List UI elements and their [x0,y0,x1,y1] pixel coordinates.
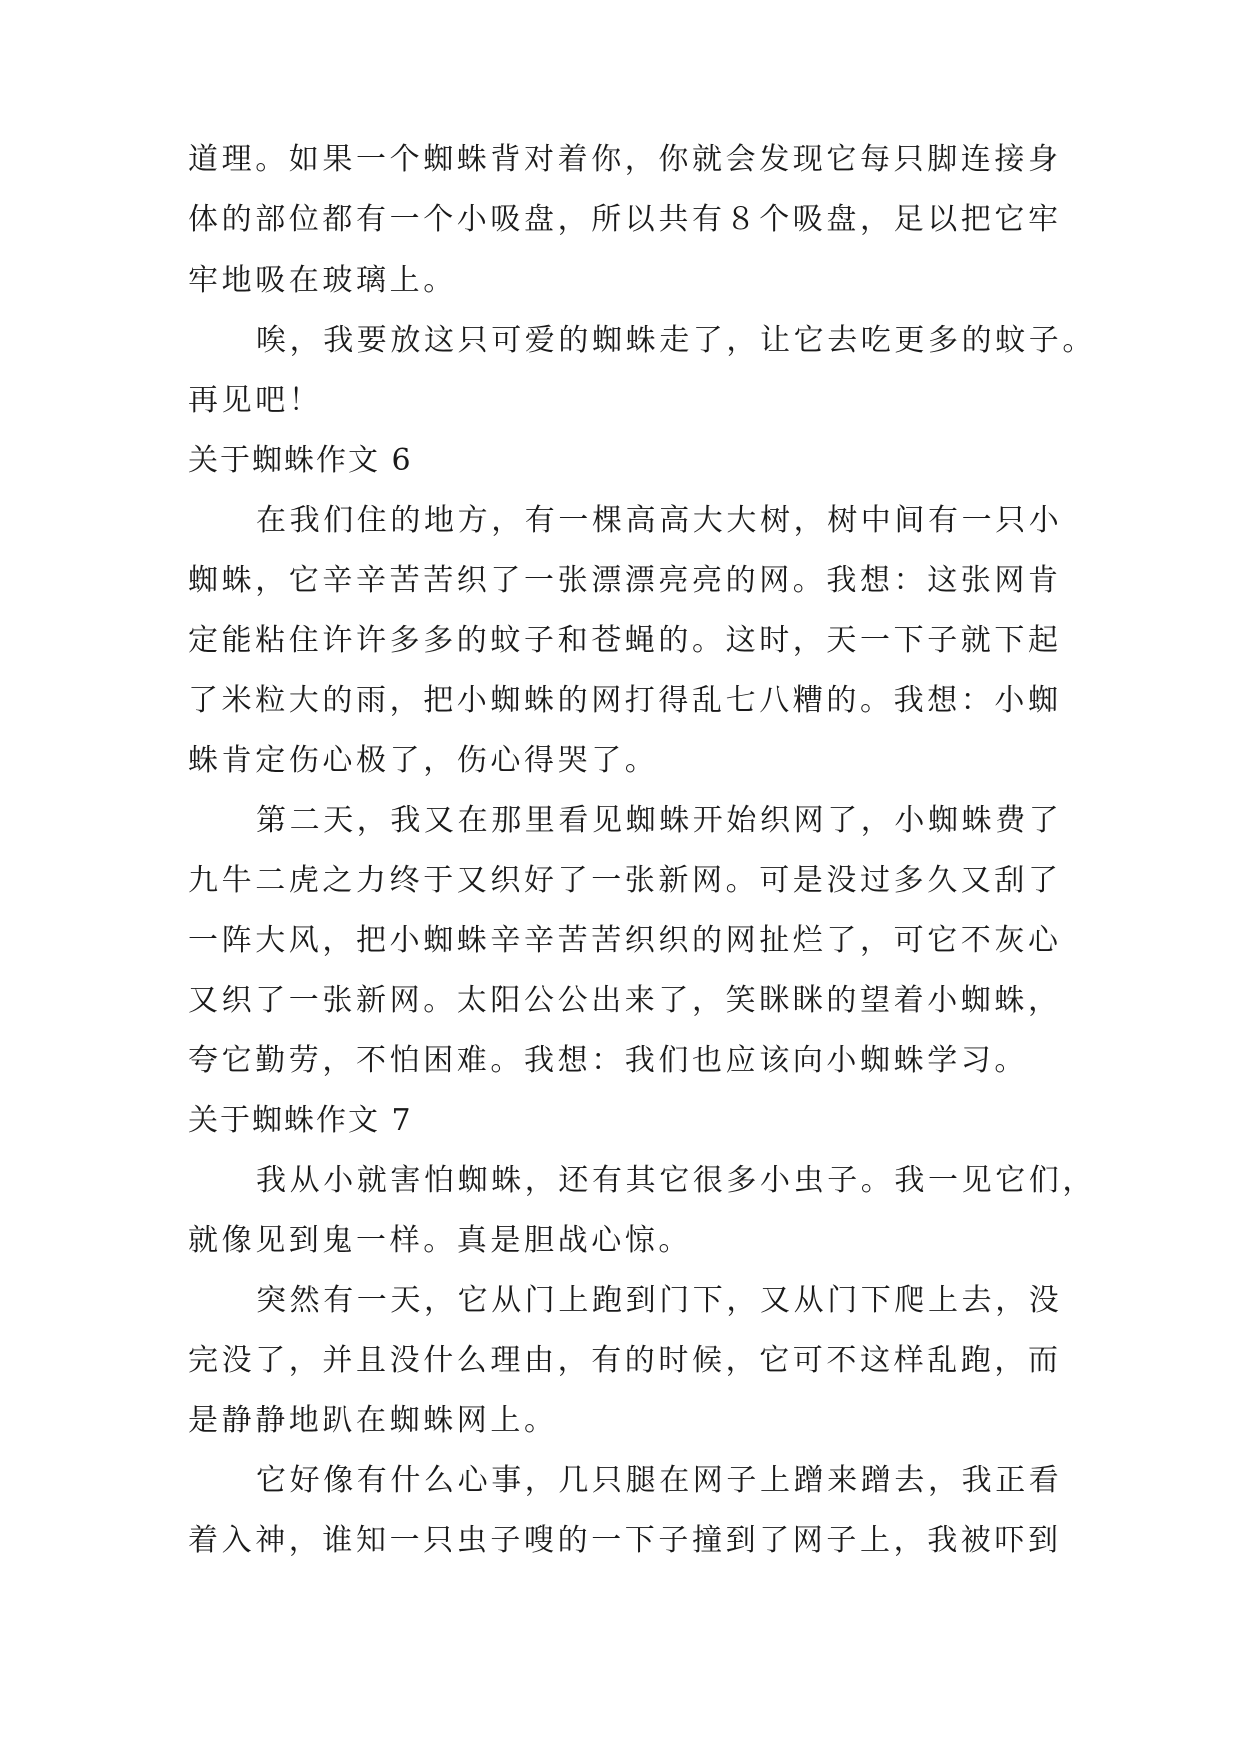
paragraph-line: 牢地吸在玻璃上。 [188,263,457,298]
paragraph-line: 它好像有什么心事，几只腿在网子上蹭来蹭去，我正看 [256,1463,1063,1498]
paragraph-line: 定能粘住许许多多的蚊子和苍蝇的。这时，天一下子就下起 [188,623,1062,658]
paragraph-line: 蛛肯定伤心极了，伤心得哭了。 [188,743,659,778]
paragraph-line: 夸它勤劳，不怕困难。我想：我们也应该向小蜘蛛学习。 [188,1043,1028,1078]
paragraph-line: 突然有一天，它从门上跑到门下，又从门下爬上去，没 [256,1283,1063,1318]
paragraph-line: 了米粒大的雨，把小蜘蛛的网打得乱七八糟的。我想：小蜘 [188,683,1062,718]
section-heading: 关于蜘蛛作文 6 [188,443,413,478]
paragraph-line: 一阵大风，把小蜘蛛辛辛苦苦织织的网扯烂了，可它不灰心 [188,923,1062,958]
paragraph-line: 道理。如果一个蜘蛛背对着你，你就会发现它每只脚连接身 [188,142,1062,177]
paragraph-line: 着入神，谁知一只虫子嗖的一下子撞到了网子上，我被吓到 [188,1523,1062,1558]
paragraph-line: 蜘蛛，它辛辛苦苦织了一张漂漂亮亮的网。我想：这张网肯 [188,563,1062,598]
paragraph-line: 体的部位都有一个小吸盘，所以共有８个吸盘，足以把它牢 [188,202,1062,237]
paragraph-line: 我从小就害怕蜘蛛，还有其它很多小虫子。我一见它们， [256,1163,1096,1198]
section-heading: 关于蜘蛛作文 7 [188,1103,413,1138]
paragraph-line: 再见吧！ [188,383,323,418]
paragraph-line: 就像见到鬼一样。真是胆战心惊。 [188,1223,692,1258]
paragraph-line: 第二天，我又在那里看见蜘蛛开始织网了，小蜘蛛费了 [256,803,1063,838]
paragraph-line: 唉，我要放这只可爱的蜘蛛走了，让它去吃更多的蚊子。 [256,323,1096,358]
paragraph-line: 在我们住的地方，有一棵高高大大树，树中间有一只小 [256,503,1063,538]
paragraph-line: 是静静地趴在蜘蛛网上。 [188,1403,558,1438]
paragraph-line: 又织了一张新网。太阳公公出来了，笑眯眯的望着小蜘蛛， [188,983,1062,1018]
paragraph-line: 完没了，并且没什么理由，有的时候，它可不这样乱跑，而 [188,1343,1062,1378]
paragraph-line: 九牛二虎之力终于又织好了一张新网。可是没过多久又刮了 [188,863,1062,898]
